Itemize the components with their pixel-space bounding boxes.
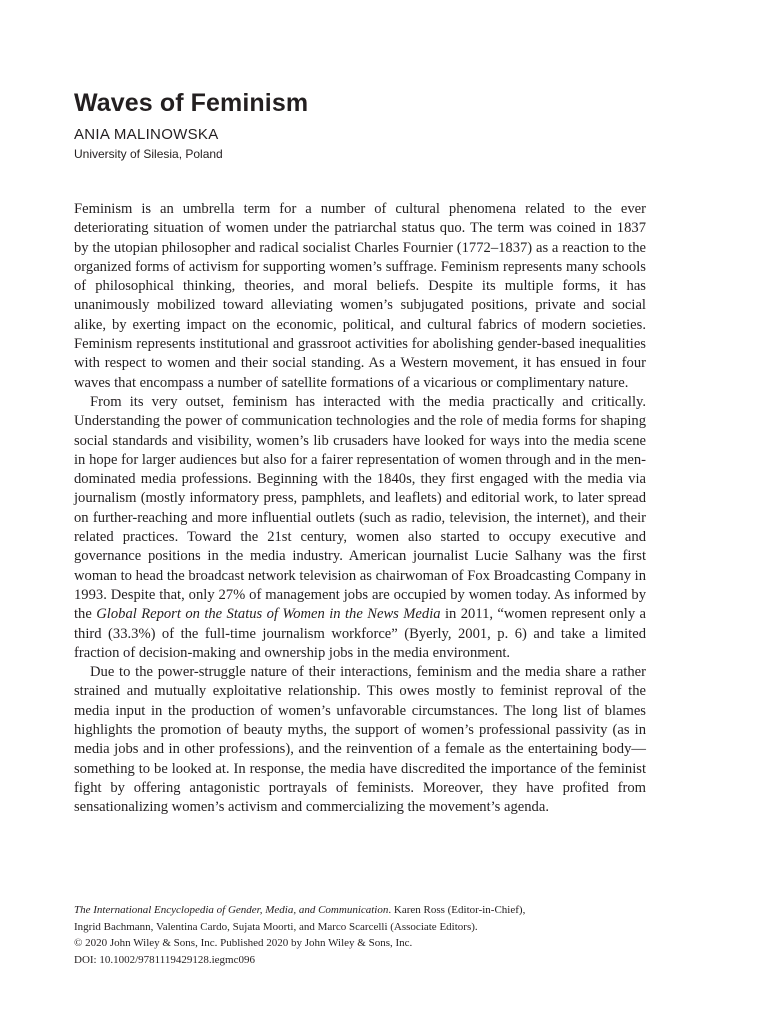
article-title: Waves of Feminism: [74, 89, 309, 117]
encyclopedia-title: The International Encyclopedia of Gender, Media, and Communication: [74, 904, 389, 916]
article-body: [74, 200, 646, 818]
editor-in-chief: . Karen Ross (Editor-in-Chief),: [388, 904, 526, 916]
paragraph-2-text-end: in 2011, “women represent only a third (33.3%) of the full-time journalism workforce” (Byerly, 2001, p. 6) and take a limited fraction of decision-making and ownership jobs in the media environment.: [74, 606, 646, 661]
associate-editors: Ingrid Bachmann, Valentina Cardo, Sujata Moorti, and Marco Scarcelli (Associate Editors).: [74, 920, 478, 933]
body-paragraph-1: Feminism is an umbrella term for a number of cultural phenomena related to the ever deteriorating situation of women under the patriarchal status quo. The term was coined in 1837 by the utopian philosopher and radical socialist Charles Fournier (1772–1837) as a reaction to the organized forms of activism for supporting women’s suffrage. Feminism represents many schools of philosophical thinking, theories, and moral beliefs. Despite its multiple forms, it has unanimously mobilized toward alleviating women’s subjugated positions, private and social alike, by exerting impact on the economic, political, and cultural fabrics of modern societies. Feminism represents institutional and grassroot activities for abolishing gender-based inequalities with respect to women and their social standing. As a Western movement, it has ensued in four waves that encompass a number of satellite formations of a vicarious or complimentary nature.: [74, 201, 646, 391]
author-name: ANIA MALINOWSKA: [74, 126, 219, 143]
author-affiliation: University of Silesia, Poland: [74, 147, 223, 161]
footer-line-1: [74, 902, 646, 919]
doi-line: DOI: 10.1002/9781119429128.iegmc096: [74, 953, 255, 966]
copyright-line: © 2020 John Wiley & Sons, Inc. Published 2020 by John Wiley & Sons, Inc.: [74, 937, 413, 949]
body-paragraph-3: Due to the power-struggle nature of their interactions, feminism and the media share a rather strained and mutually exploitative relationship. This owes mostly to feminist reproval of the media input in the production of women’s unfavorable circumstances. The long list of blames highlights the promotion of beauty myths, the support of women’s professional passivity (as in media jobs and in other professions), and the reinvention of a female as the entertaining body—something to be looked at. In response, the media have discredited the importance of the feminist fight by offering antagonistic portrayals of feminists. Moreover, they have profited from sensationalizing women’s activism and commercializing the movement’s agenda.: [74, 664, 646, 816]
paragraph-2-text-start: From its very outset, feminism has interacted with the media practically and critically. Understanding the power of communication technologies and the role of media forms for shaping social standards and visibility, women’s lib crusaders have looked for ways into the media scene in hope for larger audiences but also for a fairer representation of women through and in the men-dominated media professions. Beginning with the 1840s, they first engaged with the media via journalism (mostly informatory press, pamphlets, and leaflets) and editorial work, to later spread on further-reaching and more influential outlets (such as radio, television, the internet), and their related practices. Toward the 21st century, women also started to occupy executive and governance positions in the media industry. American journalist Lucie Salhany was the first woman to head the broadcast network television as chairwoman of Fox Broadcasting Company in 1993. Despite that, only 27% of management jobs are occupied by women today. As informed by the: [74, 393, 646, 623]
body-paragraph-2: [74, 393, 646, 663]
citation-footer: [74, 902, 646, 968]
report-title-italic: Global Report on the Status of Women in the News Media: [96, 606, 441, 623]
